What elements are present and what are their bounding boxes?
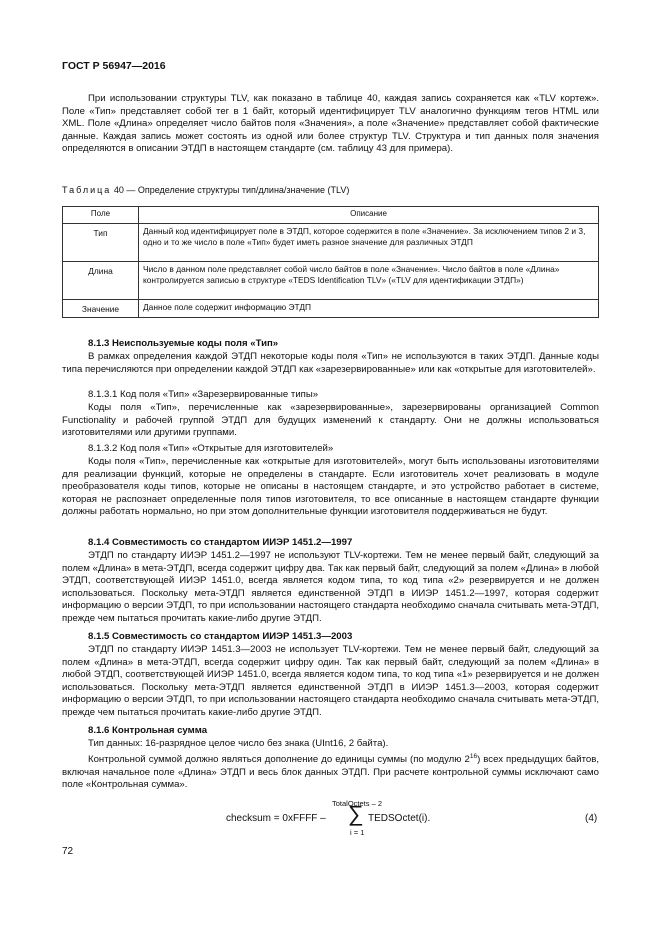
checksum-formula [0, 776, 661, 836]
table-header-description: Описание [139, 207, 599, 224]
table-cell-field: Тип [63, 224, 139, 262]
table-caption-word: Таблица [62, 185, 112, 195]
tlv-table [62, 206, 599, 318]
table-row [63, 224, 599, 262]
table-caption-text: 40 — Определение структуры тип/длина/значение (TLV) [113, 185, 350, 195]
section-814-paragraph: ЭТДП по стандарту ИИЭР 1451.2—1997 не используют TLV-кортежи. Тем не менее первый байт, следующий за полем «Длина» в мета-ЭТДП, всегда содержит цифру два. Так как первый байт, следующий за полем «Длина» в любой ЭТДП, соответствующей ИИЭР 1451.0, всегда является кодом типа, то код типа «2» резервируется и не должен использоваться. Поскольку мета-ЭТДП является единственной ЭТДП в ИИЭР 1451.2—1997, которая содержит информацию о версии ЭТДП, то при использовании настоящего стандарта необходимо сначала считывать мета-ЭТДП, прежде чем пытаться прочитать какие-либо другие ЭТДП. [62, 550, 599, 624]
section-815-title: 8.1.5 Совместимость со стандартом ИИЭР 1451.3—2003 [88, 631, 353, 642]
formula-lower-limit: i = 1 [350, 828, 365, 837]
table-header-field: Поле [63, 207, 139, 224]
table-cell-field: Длина [63, 262, 139, 300]
section-8132-paragraph: Коды поля «Тип», перечисленные как «открытые для изготовителей», могут быть использованы изготовителями для реализации функций, которые не определены в стандарте. Если изготовитель хочет реализовать в модуле преобразователя коды типов, которые не описаны в настоящем стандарте, и это устройство работает в системе, которая не распознает определенные поля типов изготовителя, то все описанные в настоящем стандарте функции должны работать нормально, но при этом дополнительные функции изготовителя поддерживаться не будут. [62, 456, 599, 518]
section-815-paragraph: ЭТДП по стандарту ИИЭР 1451.3—2003 не использует TLV-кортежи. Тем не менее первый байт, следующий за полем «Длина» в мета-ЭТДП, всегда содержит цифру один. Так как первый байт, следующий за полем «Длина» в любой ЭТДП, соответствующей ИИЭР 1451.0, всегда является кодом типа, то код типа «1» резервируется и не должен использоваться. Поскольку мета-ЭТДП является единственной ЭТДП в ИИЭР 1451.3—2003, которая содержит информацию о версии ЭТДП, то при использовании настоящего стандарта необходимо сначала считывать мета-ЭТДП, прежде чем пытаться прочитать какие-либо другие ЭТДП. [62, 644, 599, 718]
section-8131-paragraph: Коды поля «Тип», перечисленные как «зарезервированные», зарезервированы организацией Common Functionality и рабочей группой ЭТДП для будущих изменений к стандарту. Они не должны использоваться изготовителями или другими группами. [62, 402, 599, 439]
table-row [63, 262, 599, 300]
section-816-paragraph-1: Тип данных: 16-разрядное целое число без знака (UInt16, 2 байта). [88, 738, 389, 749]
section-816-title: 8.1.6 Контрольная сумма [88, 725, 208, 736]
table-cell-field: Значение [63, 300, 139, 318]
page-number: 72 [62, 846, 74, 857]
table-cell-description: Данный код идентифицирует поле в ЭТДП, которое содержится в поле «Значение». За исключением типов 2 и 3, одно и то же число в поле «Тип» будет иметь разное значение для различных ЭТДП [139, 224, 599, 262]
formula-upper-limit: TotalOctets – 2 [332, 799, 383, 808]
section-814-title: 8.1.4 Совместимость со стандартом ИИЭР 1451.2—1997 [88, 537, 353, 548]
checksum-text-part-2: ) всех предыдущих байтов, включая начальное поле «Длина» ЭТДП и весь блок данных ЭТДП. При расчете контрольной суммы исключают само поле «Контрольная сумма». [62, 754, 599, 791]
section-813-paragraph-1: В рамках определения каждой ЭТДП некоторые коды поля «Тип» не используются в таких ЭТДП. Данные коды типа перечисляются при определении каждой ЭТДП как «зарезервированные» или как «открытые для изготовителей». [62, 351, 599, 375]
checksum-text-part-1: Контрольной суммой должно являться дополнение до единицы суммы (по модулю 2 [88, 754, 470, 766]
formula-rhs: TEDSOctet(i). [368, 813, 431, 824]
section-8131-title: 8.1.3.1 Код поля «Тип» «Зарезервированные типы» [88, 389, 319, 400]
intro-paragraph: При использовании структуры TLV, как показано в таблице 40, каждая запись сохраняется как «TLV кортеж». Поле «Тип» представляет собой тег в 1 байт, который идентифицирует TLV аналогично функциям тегов HTML или XML. Поле «Длина» определяет число байтов поля «Значения», а поле «Значение» представляет собой фактические данные. Каждая запись может состоять из одной или более структур TLV. Структура и тип данных поля значения определяются в описании ЭТДП в настоящем стандарте (см. таблицу 43 для примера). [62, 93, 599, 155]
table-cell-description: Данное поле содержит информацию ЭТДП [139, 300, 599, 318]
summation-sign: ∑ [348, 801, 364, 826]
table-cell-description: Число в данном поле представляет собой число байтов в поле «Значение». Число байтов в поле «Длина» контролируется записью в структуре «TEDS Identification TLV» («TLV для идентификации ЭТДП») [139, 262, 599, 300]
section-813-title: 8.1.3 Неиспользуемые коды поля «Тип» [88, 338, 279, 349]
section-8132-title: 8.1.3.2 Код поля «Тип» «Открытые для изготовителей» [88, 443, 334, 454]
page-header-standard: ГОСТ Р 56947—2016 [62, 60, 166, 72]
table-row [63, 300, 599, 318]
table-caption [62, 185, 349, 195]
formula-lhs: checksum = 0xFFFF – [226, 813, 326, 824]
checksum-exponent: 16 [469, 753, 478, 760]
formula-number: (4) [585, 813, 598, 824]
